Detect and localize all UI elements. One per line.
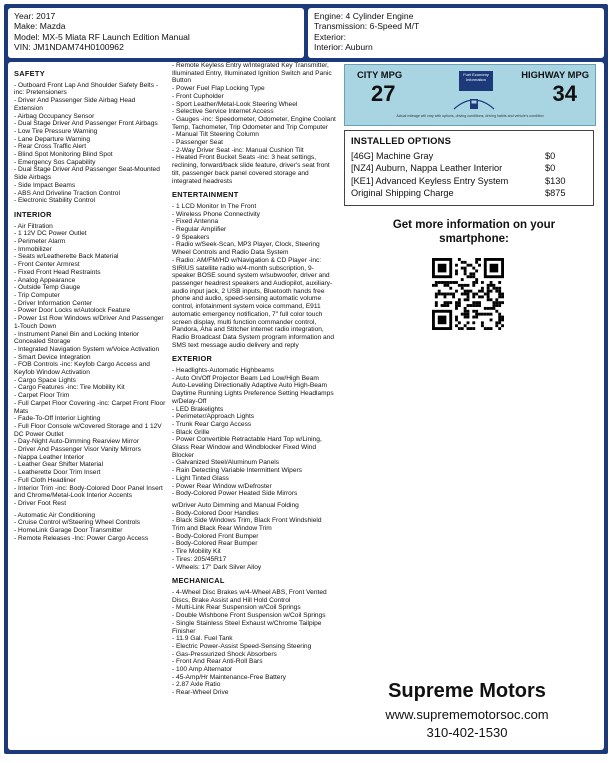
exterior-list-2 (172, 510, 336, 572)
mechanical-list (172, 589, 336, 697)
list-item: - FOB Controls -inc: Keyfob Cargo Access and Keyfob Window Activation (14, 361, 166, 376)
list-item: - Fixed Front Head Restraints (14, 269, 166, 277)
interior-list (14, 223, 166, 508)
dealer-phone[interactable]: 310-402-1530 (426, 725, 508, 740)
list-item: - Low Tire Pressure Warning (14, 128, 166, 136)
option-row (351, 175, 587, 187)
list-item: - 45-Amp/Hr Maintenance-Free Battery (172, 674, 336, 682)
option-label: [KE1] Advanced Keyless Entry System (351, 175, 509, 186)
list-item: - Perimeter/Approach Lights (172, 413, 336, 421)
safety-list (14, 82, 166, 205)
smartphone-info-line-2: smartphone: (439, 233, 509, 245)
list-item: - Carpet Floor Trim (14, 392, 166, 400)
sticker-body (8, 62, 604, 750)
make-row: Make: Mazda (14, 21, 66, 32)
option-price: $875 (545, 188, 566, 199)
list-item: - Power Door Locks w/Autolock Feature (14, 307, 166, 315)
installed-options-title: INSTALLED OPTIONS (351, 135, 452, 146)
entertainment-list (172, 203, 336, 349)
list-item: - 11.9 Gal. Fuel Tank (172, 635, 336, 643)
list-item: - Light Tinted Glass (172, 475, 336, 483)
list-item: - Integrated Navigation System w/Voice Activation (14, 346, 166, 354)
list-item: - Tires: 205/45R17 (172, 556, 336, 564)
city-mpg-label: CITY MPG (357, 69, 403, 80)
interior-continued-section (172, 62, 336, 185)
list-item: - Lane Departure Warning (14, 136, 166, 144)
list-item: - Fade-To-Off Interior Lighting (14, 415, 166, 423)
option-label: [NZ4] Auburn, Nappa Leather Interior (351, 163, 503, 174)
list-item: - Outside Temp Gauge (14, 284, 166, 292)
option-row (351, 150, 587, 162)
list-item: - 1 LCD Monitor In The Front (172, 203, 336, 211)
list-item: - Body-Colored Door Handles (172, 510, 336, 518)
interior-list-2 (14, 512, 166, 543)
smartphone-info-line-1: Get more information on your (392, 219, 556, 231)
make-value: Mazda (39, 21, 66, 32)
qr-code-icon[interactable] (432, 258, 504, 330)
list-item: - Dual Stage Driver And Passenger Front Airbags (14, 120, 166, 128)
list-item: - Cargo Space Lights (14, 377, 166, 385)
engine-row: Engine: 4 Cylinder Engine (314, 11, 414, 21)
list-item: - Full Floor Console w/Covered Storage and 1 12V DC Power Outlet (14, 423, 166, 438)
list-item: - Rear-Wheel Drive (172, 689, 336, 697)
list-item: - Radio w/Seek-Scan, MP3 Player, Clock, Steering Wheel Controls and Radio Data System (172, 241, 336, 256)
entertainment-section (172, 191, 336, 349)
exterior-list (172, 367, 336, 498)
list-item: - Auto On/Off Projector Beam Led Low/High Beam Auto-Leveling Directionally Adaptive Auto High-Beam Daytime Running Lights Preference Setting Headlamps w/Delay-Off (172, 375, 336, 406)
features-column-middle (172, 62, 336, 703)
list-item: - Manual Tilt Steering Column (172, 131, 336, 139)
list-item: - Rain Detecting Variable Intermittent Wipers (172, 467, 336, 475)
list-item: - Outboard Front Lap And Shoulder Safety Belts -inc: Pretensioners (14, 82, 166, 97)
list-item: - Day-Night Auto-Dimming Rearview Mirror (14, 438, 166, 446)
list-item: - Single Stainless Steel Exhaust w/Chrome Tailpipe Finisher (172, 620, 336, 635)
list-item: - Driver And Passenger Side Airbag Head Extension (14, 97, 166, 112)
option-price: $130 (545, 175, 566, 186)
list-item: - Galvanized Steel/Aluminum Panels (172, 459, 336, 467)
transmission-row: Transmission: 6-Speed M/T (314, 21, 420, 32)
list-item: - Driver And Passenger Visor Vanity Mirrors (14, 446, 166, 454)
list-item: - Seats w/Leatherette Back Material (14, 253, 166, 261)
list-item: - Body-Colored Power Heated Side Mirrors (172, 490, 336, 498)
list-item: - Sport Leather/Metal-Look Steering Wheel (172, 101, 336, 109)
option-row (351, 162, 587, 174)
badge-line-2: Information (465, 77, 486, 82)
exterior-row: Exterior: (314, 31, 346, 42)
list-item: - Trunk Rear Cargo Access (172, 421, 336, 429)
list-item: - Instrument Panel Bin and Locking Interior Concealed Storage (14, 331, 166, 346)
list-item: - Fixed Antenna (172, 218, 336, 226)
vin-value: JM1NDAM74H0100962 (33, 42, 124, 53)
option-row (351, 187, 587, 199)
list-item: - Electronic Stability Control (14, 197, 166, 205)
list-item: - Power Fuel Flap Locking Type (172, 85, 336, 93)
list-item: - Interior Trim -inc: Body-Colored Door Panel Insert and Chrome/Metal-Look Interior Accents (14, 485, 166, 500)
list-item: - Passenger Seat (172, 139, 336, 147)
list-item: - Body-Colored Front Bumper (172, 533, 336, 541)
list-item: - 1 12V DC Power Outlet (14, 230, 166, 238)
fuel-economy-box (344, 64, 596, 126)
option-price: $0 (545, 151, 556, 161)
list-item: - Front Cupholder (172, 93, 336, 101)
list-item: - Immobilizer (14, 246, 166, 254)
list-item: - Body-Colored Rear Bumper (172, 540, 336, 548)
list-item: - Full Cloth Headliner (14, 477, 166, 485)
highway-mpg-value: 34 (552, 81, 577, 106)
list-item: - Full Carpet Floor Covering -inc: Carpet Front Floor Mats (14, 400, 166, 415)
list-item: - Tire Mobility Kit (172, 548, 336, 556)
list-item: - Perimeter Alarm (14, 238, 166, 246)
mpg-fine-print: Actual mileage will vary with options, driving conditions, driving habits and vehicle's condition (396, 114, 544, 118)
list-item: - ABS And Driveline Traction Control (14, 190, 166, 198)
option-label: Original Shipping Charge (351, 188, 454, 199)
vehicle-header-right (308, 8, 604, 58)
list-item: - Wireless Phone Connectivity (172, 211, 336, 219)
section-title-mechanical: MECHANICAL (172, 576, 225, 586)
highway-mpg-label: HIGHWAY MPG (521, 69, 589, 80)
list-item: - Electric Power-Assist Speed-Sensing Steering (172, 643, 336, 651)
installed-options-box (344, 130, 594, 206)
fuel-pump-icon (450, 91, 498, 111)
list-item: - Dual Stage Driver And Passenger Seat-Mounted Side Airbags (14, 166, 166, 181)
list-item: - Remote Keyless Entry w/Integrated Key Transmitter, Illuminated Entry, Illuminated Ignition Switch and Panic Button (172, 62, 336, 85)
list-item: - Power Convertible Retractable Hard Top w/Lining, Glass Rear Window and Windblocker Fixed Wind Blocker (172, 436, 336, 459)
list-item: - Power 1st Row Windows w/Driver And Passenger 1-Touch Down (14, 315, 166, 330)
vin-row: VIN: JM1NDAM74H0100962 (14, 42, 124, 53)
list-item: - Heated Front Bucket Seats -inc: 3 heat settings, reclining, forward/back slide feature, driver's seat front tilt, passenger back panel covered storage and integrated headrests (172, 154, 336, 185)
list-item: - Rear Cross Traffic Alert (14, 143, 166, 151)
list-item: - Black Grille (172, 429, 336, 437)
list-item: - Wheels: 17" Dark Silver Alloy (172, 564, 336, 572)
list-item: - 100 Amp Alternator (172, 666, 336, 674)
year-row: Year: 2017 (14, 11, 56, 21)
list-item: - Airbag Occupancy Sensor (14, 113, 166, 121)
list-item: - 4-Wheel Disc Brakes w/4-Wheel ABS, Front Vented Discs, Brake Assist and Hill Hold Control (172, 589, 336, 604)
options-list (351, 150, 587, 200)
list-item: - Gauges -inc: Speedometer, Odometer, Engine Coolant Temp, Tachometer, Trip Odometer and Trip Computer (172, 116, 336, 131)
list-item: - Headlights-Automatic Highbeams (172, 367, 336, 375)
year-value: 2017 (36, 11, 56, 21)
list-item: - Air Filtration (14, 223, 166, 231)
list-item: - Leather Gear Shifter Material (14, 461, 166, 469)
exterior-continuation: w/Driver Auto Dimming and Manual Folding (172, 501, 299, 509)
list-item: - 9 Speakers (172, 234, 336, 242)
list-item: - HomeLink Garage Door Transmitter (14, 527, 166, 535)
section-title-entertainment: ENTERTAINMENT (172, 190, 239, 200)
exterior-section (172, 355, 336, 571)
safety-section (14, 70, 166, 205)
city-mpg-value: 27 (371, 81, 396, 106)
model-value: MX-5 Miata RF Launch Edition Manual (42, 31, 190, 42)
list-item: - Multi-Link Rear Suspension w/Coil Springs (172, 604, 336, 612)
list-item: - Emergency Sos Capability (14, 159, 166, 167)
dealer-name: Supreme Motors (388, 680, 546, 702)
list-item: - Double Wishbone Front Suspension w/Coil Springs (172, 612, 336, 620)
list-item: - Power Rear Window w/Defroster (172, 483, 336, 491)
list-item: - Remote Releases -Inc: Power Cargo Access (14, 535, 166, 543)
list-item: - Front And Rear Anti-Roll Bars (172, 658, 336, 666)
list-item: - Automatic Air Conditioning (14, 512, 166, 520)
section-title-interior: INTERIOR (14, 209, 52, 219)
list-item: - Regular Amplifier (172, 226, 336, 234)
list-item: - 2.87 Axle Ratio (172, 681, 336, 689)
section-title-exterior: EXTERIOR (172, 354, 213, 364)
list-item: - Blind Spot Monitoring Blind Spot (14, 151, 166, 159)
list-item: - Black Side Windows Trim, Black Front Windshield Trim and Black Rear Window Trim (172, 517, 336, 532)
list-item: - Front Center Armrest (14, 261, 166, 269)
section-title-safety: SAFETY (14, 69, 45, 78)
interior-value: Auburn (345, 42, 373, 53)
list-item: - Leatherette Door Trim Insert (14, 469, 166, 477)
list-item: - Analog Appearance (14, 277, 166, 285)
list-item: - Driver Information Center (14, 300, 166, 308)
badge-line-1: Fuel Economy (463, 72, 489, 77)
list-item: - Nappa Leather Interior (14, 454, 166, 462)
option-price: $0 (545, 163, 556, 174)
list-item: - Driver Foot Rest (14, 500, 166, 508)
mechanical-section (172, 577, 336, 697)
engine-value: 4 Cylinder Engine (345, 11, 414, 21)
option-label: [46G] Machine Gray (351, 151, 434, 161)
smartphone-info (344, 218, 604, 246)
list-item: - Radio: AM/FM/HD w/Navigation & CD Player -inc: SIRIUS satellite radio w/4-month subscription, 9-speaker BOSE sound system w/subwoofer, driver and passenger headrest speakers and Audiopilot, auxiliary-audio input jack, 2 USB inputs, Bluetooth hands free phone and audio, speed-sensing automatic volume control, infotainment system voice command, E911 automatic emergency notification, 7" full color touch screen display, multi function commander control, Pandora, Aha and Stitcher internet radio integration, Radio Broadcast Data System program information and SMS text message audio delivery and reply (172, 257, 336, 349)
list-item: - Trip Computer (14, 292, 166, 300)
list-item: - 2-Way Driver Seat -inc: Manual Cushion Tilt (172, 147, 336, 155)
list-item: - Gas-Pressurized Shock Absorbers (172, 651, 336, 659)
model-row: Model: MX-5 Miata RF Launch Edition Manual (14, 31, 190, 42)
list-item: - LED Brakelights (172, 406, 336, 414)
interior-row: Interior: Auburn (314, 42, 373, 53)
transmission-value: 6-Speed M/T (369, 21, 420, 32)
interior-continued-list (172, 62, 336, 185)
interior-section (14, 211, 166, 543)
list-item: - Selective Service Internet Access (172, 108, 336, 116)
list-item: - Smart Device Integration (14, 354, 166, 362)
list-item: - Cargo Features -inc: Tire Mobility Kit (14, 384, 166, 392)
list-item: - Cruise Control w/Steering Wheel Controls (14, 519, 166, 527)
list-item: - Side Impact Beams (14, 182, 166, 190)
features-column-left (14, 70, 166, 548)
fuel-economy-badge (459, 71, 493, 91)
vehicle-header-left (8, 8, 304, 58)
dealer-website[interactable]: www.suprememotorsoc.com (385, 707, 549, 722)
